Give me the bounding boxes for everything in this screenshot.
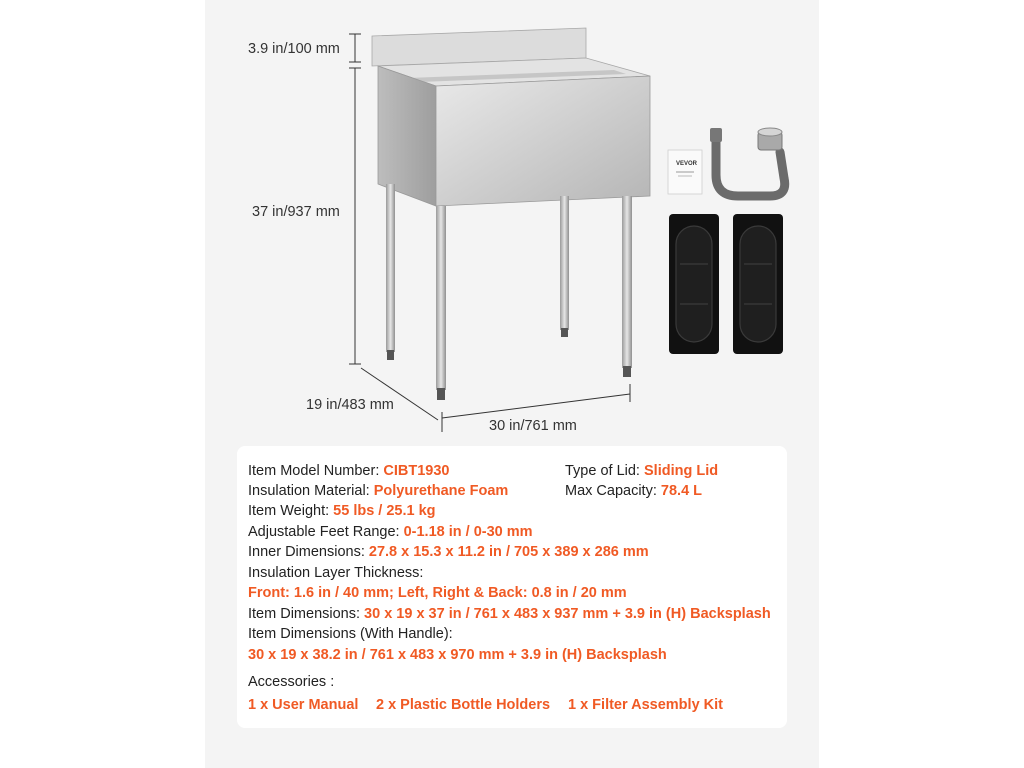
spec-thickness-label: Insulation Layer Thickness: <box>248 565 424 581</box>
spec-weight-value: 55 lbs / 25.1 kg <box>333 503 436 519</box>
dimension-depth: 19 in/483 mm <box>306 397 394 413</box>
spec-feet <box>248 524 533 540</box>
spec-accessories-label: Accessories : <box>248 674 335 690</box>
spec-model-label: Item Model Number: <box>248 463 384 479</box>
spec-lid-label: Type of Lid: <box>565 463 644 479</box>
spec-feet-label: Adjustable Feet Range: <box>248 524 404 540</box>
manual-logo: VEVOR <box>676 161 698 167</box>
dimension-height: 37 in/937 mm <box>252 204 340 220</box>
spec-insulation <box>248 483 508 499</box>
spec-inner-dimensions <box>248 544 649 560</box>
user-manual-image <box>668 150 702 194</box>
spec-weight-label: Item Weight: <box>248 503 334 519</box>
spec-inner-value: 27.8 x 15.3 x 11.2 in / 705 x 389 x 286 mm <box>368 544 649 560</box>
spec-capacity <box>565 483 702 499</box>
spec-lid <box>565 463 718 479</box>
sink-body <box>372 28 650 206</box>
spec-capacity-value: 78.4 L <box>660 483 703 499</box>
dimension-width: 30 in/761 mm <box>489 418 577 434</box>
spec-capacity-label: Max Capacity: <box>565 483 661 499</box>
accessory-item: 1 x User Manual <box>248 697 359 713</box>
spec-lid-value: Sliding Lid <box>644 463 719 479</box>
spec-thickness-value: Front: 1.6 in / 40 mm; Left, Right & Back: 0.8 in / 20 mm <box>248 585 627 601</box>
spec-insulation-label: Insulation Material: <box>248 483 374 499</box>
spec-weight <box>248 503 436 519</box>
spec-inner-label: Inner Dimensions: <box>248 544 369 560</box>
spec-feet-value: 0-1.18 in / 0-30 mm <box>403 524 533 540</box>
spec-model-value: CIBT1930 <box>383 463 450 479</box>
dimension-backsplash: 3.9 in/100 mm <box>248 41 340 57</box>
spec-item-dims-value: 30 x 19 x 37 in / 761 x 483 x 937 mm + 3.9 in (H) Backsplash <box>364 606 771 622</box>
spec-item-dims-label: Item Dimensions: <box>248 606 365 622</box>
spec-model <box>248 463 449 479</box>
spec-handle-label: Item Dimensions (With Handle): <box>248 626 453 642</box>
sink-legs <box>386 184 632 400</box>
accessory-item: 2 x Plastic Bottle Holders <box>376 697 551 713</box>
drain-assembly-image <box>710 128 785 196</box>
spec-item-dimensions <box>248 606 771 622</box>
spec-handle-value: 30 x 19 x 38.2 in / 761 x 483 x 970 mm + 3.9 in (H) Backsplash <box>248 647 667 663</box>
bottle-holders-image <box>669 214 783 354</box>
accessory-item: 1 x Filter Assembly Kit <box>568 697 723 713</box>
spec-insulation-value: Polyurethane Foam <box>373 483 509 499</box>
